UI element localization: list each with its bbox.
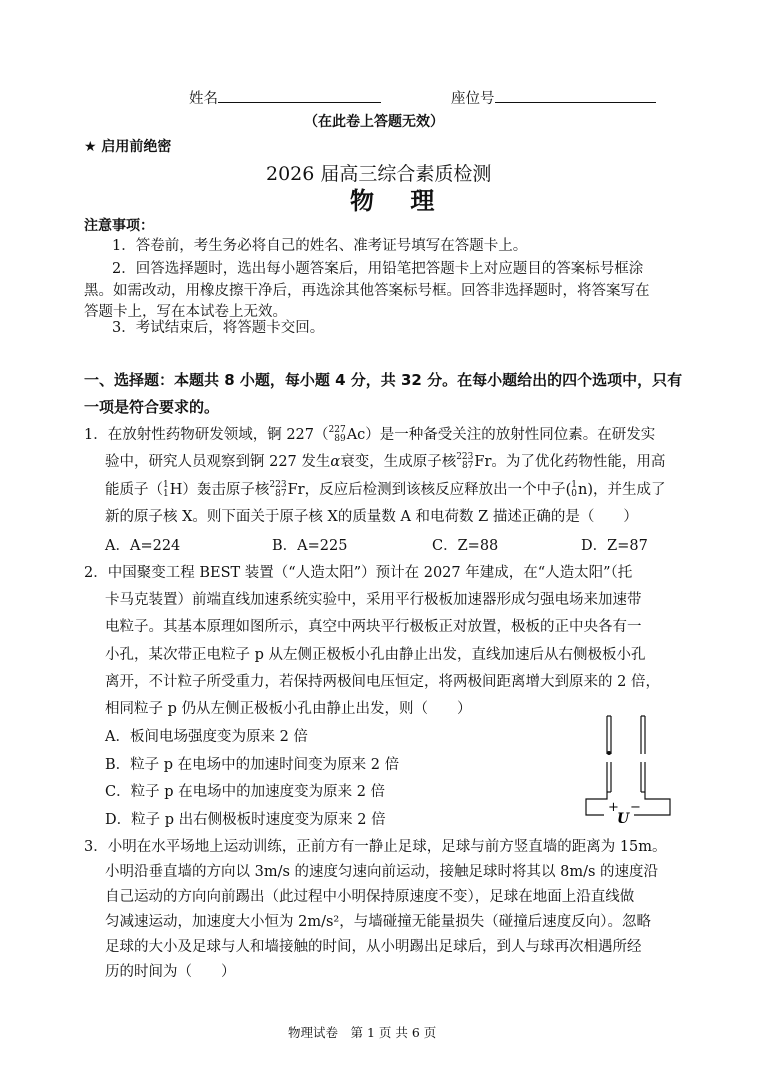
- name-field[interactable]: [189, 86, 381, 109]
- q2-line: 电粒子。其基本原理如图所示，真空中两块平行极板正对放置，极板的正中央各有一: [105, 619, 642, 635]
- q2-line: 离开，不计粒子所受重力，若保持两极间电压恒定，将两极间距离增大到原来的 2 倍，: [105, 674, 660, 690]
- name-label: 姓名: [189, 91, 218, 107]
- q3-line: 匀减速运动，加速度大小恒为 2m/s²，与墙碰撞无能量损失（碰撞后速度反向）。忽略: [105, 914, 651, 930]
- invalid-notice: （在此卷上答题无效）: [304, 114, 444, 130]
- q3-line: 3．小明在水平场地上运动训练，正前方有一静止足球，足球与前方竖直墙的距离为 15m。: [84, 839, 667, 855]
- instruction-line: 黑。如需改动，用橡皮擦干净后，再选涂其他答案标号框。回答非选择题时，将答案写在: [84, 283, 650, 299]
- nuclide-ac: 227 89: [328, 425, 346, 444]
- nuclide-fr: 223 87: [269, 480, 287, 499]
- seat-field[interactable]: [451, 86, 656, 109]
- nuclide-h: 1 1: [163, 480, 169, 499]
- exam-title: 2026 届高三综合素质检测: [266, 163, 492, 185]
- section-heading: 一、选择题：本题共 8 小题，每小题 4 分，共 32 分。在每小题给出的四个选项中，只有: [84, 371, 683, 389]
- q2-line: 卡马克装置）前端直线加速系统实验中，采用平行极板加速器形成匀强电场来加速带: [105, 592, 642, 608]
- q2-option-d[interactable]: D．粒子 p 出右侧极板时速度变为原来 2 倍: [105, 812, 386, 828]
- secret-label: ★ 启用前绝密: [84, 139, 172, 155]
- q1-line: 1．在放射性药物研发领域，锕 227（ 227 89 Ac）是一种备受关注的放射性同位素。在研发实: [84, 425, 656, 444]
- q2-line: 相同粒子 p 仍从左侧正极板小孔由静止出发，则（ ）: [105, 701, 472, 717]
- q2-line: 小孔，某次带正电粒子 p 从左侧正极板小孔由静止出发，直线加速后从右侧极板小孔: [105, 647, 646, 663]
- subject-title: 物 理: [350, 187, 449, 215]
- q3-line: 历的时间为（ ）: [105, 964, 236, 980]
- instructions-heading: 注意事项：: [84, 218, 154, 234]
- name-blank[interactable]: [218, 86, 381, 103]
- q1-line: 新的原子核 X。则下面关于原子核 X的质量数 A 和电荷数 Z 描述正确的是（ ）: [105, 509, 638, 525]
- instruction-line: 2．回答选择题时，选出每小题答案后，用铅笔把答题卡上对应题目的答案标号框涂: [112, 261, 644, 277]
- q3-line: 自己运动的方向向前踢出（此过程中小明保持原速度不变），足球在地面上沿直线做: [105, 889, 635, 905]
- q2-option-b[interactable]: B．粒子 p 在电场中的加速时间变为原来 2 倍: [105, 757, 400, 773]
- q1-line: 验中，研究人员观察到锕 227 发生α衰变，生成原子核 223 87 Fr。为了优化药物性能，用高: [105, 452, 666, 471]
- seat-blank[interactable]: [495, 86, 656, 103]
- nuclide-n: 1 0: [571, 480, 577, 499]
- q2-option-c[interactable]: C．粒子 p 在电场中的加速度变为原来 2 倍: [105, 784, 386, 800]
- seat-label: 座位号: [451, 91, 495, 107]
- q3-line: 足球的大小及足球与人和墙接触的时间，从小明踢出足球后，到人与球再次相遇所经: [105, 939, 642, 955]
- minus-sign: −: [630, 800, 641, 815]
- q1-option-b[interactable]: B．A=225: [272, 538, 348, 554]
- nuclide-fr: 223 87: [456, 452, 474, 471]
- instruction-line: 1．答卷前，考生务必将自己的姓名、准考证号填写在答题卡上。: [112, 238, 528, 254]
- section-heading: 一项是符合要求的。: [84, 398, 220, 416]
- q1-option-d[interactable]: D．Z=87: [581, 538, 648, 554]
- plate-capacitor-diagram: [578, 712, 678, 830]
- q1-option-a[interactable]: A．A=224: [105, 538, 181, 554]
- instruction-line: 答题卡上，写在本试卷上无效。: [84, 304, 287, 320]
- instruction-line: 3．考试结束后，将答题卡交回。: [112, 320, 325, 336]
- q1-line: 能质子（ 1 1 H）轰击原子核 223 87 Fr，反应后检测到该核反应释放出一个中子( 1 0 n)，并生成了: [105, 480, 666, 499]
- plus-sign: +: [608, 800, 619, 815]
- voltage-label: U: [617, 811, 630, 827]
- q3-line: 小明沿垂直墙的方向以 3m/s 的速度匀速向前运动，接触足球时将其以 8m/s 的速度沿: [105, 864, 659, 880]
- page-footer: 物理试卷 第 1 页 共 6 页: [288, 1025, 437, 1040]
- q2-line: 2．中国聚变工程 BEST 装置（“人造太阳”）预计在 2027 年建成，在“人造太阳”（托: [84, 565, 633, 581]
- q1-option-c[interactable]: C．Z=88: [432, 538, 499, 554]
- particle-dot: [607, 751, 611, 755]
- q2-option-a[interactable]: A．板间电场强度变为原来 2 倍: [105, 729, 308, 745]
